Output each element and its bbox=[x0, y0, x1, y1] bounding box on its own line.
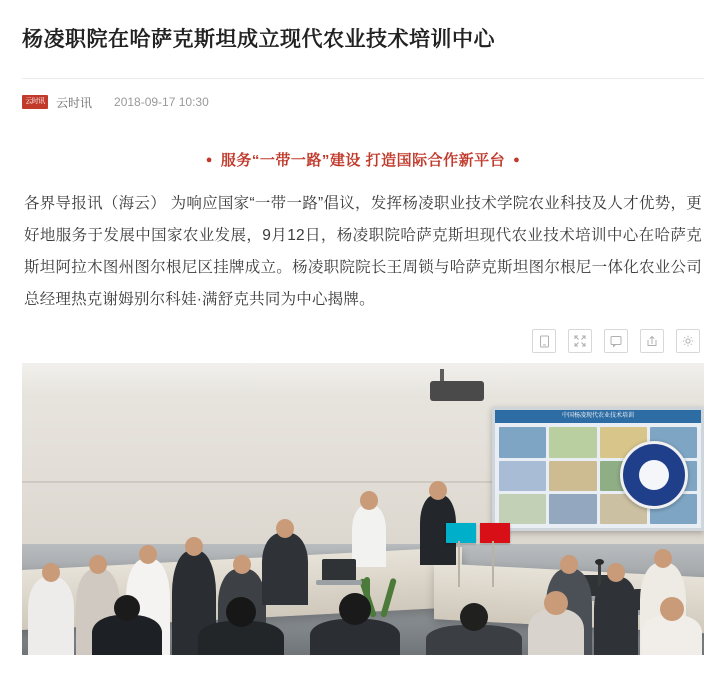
fullscreen-icon[interactable] bbox=[568, 329, 592, 353]
subheadline-text: 服务“一带一路”建设 打造国际合作新平台 bbox=[220, 152, 506, 170]
flower-stem bbox=[380, 578, 397, 618]
projector bbox=[430, 381, 484, 401]
seated-attendee bbox=[642, 615, 702, 655]
article-page bbox=[0, 26, 726, 674]
seated-attendee bbox=[594, 577, 638, 655]
person-head bbox=[560, 555, 578, 574]
screen-photo bbox=[549, 427, 596, 457]
person-head bbox=[339, 593, 371, 625]
person-head bbox=[233, 555, 251, 574]
photo-ceiling bbox=[22, 363, 704, 398]
foreground-attendee bbox=[198, 621, 284, 655]
person-head bbox=[185, 537, 203, 556]
share-icon[interactable] bbox=[640, 329, 664, 353]
foreground-attendee bbox=[426, 625, 522, 655]
publish-date: 2018-09-17 10:30 bbox=[114, 95, 209, 110]
person-head bbox=[660, 597, 684, 621]
screen-title: 中国杨凌现代农业技术培训 bbox=[495, 410, 701, 423]
kazakhstan-flag bbox=[446, 523, 476, 543]
university-emblem bbox=[620, 441, 688, 509]
screen-photo bbox=[549, 461, 596, 491]
source-logo: 云时讯 bbox=[22, 95, 48, 109]
flag-pole bbox=[458, 541, 460, 587]
source-name[interactable]: 云时讯 bbox=[56, 95, 93, 110]
comment-icon[interactable] bbox=[604, 329, 628, 353]
person-head bbox=[114, 595, 140, 621]
article-meta bbox=[22, 85, 704, 119]
title-divider bbox=[22, 78, 704, 79]
bullet-dot-right: ● bbox=[513, 154, 521, 167]
article-body: 各界导报讯（海云） 为响应国家“一带一路”倡议，发挥杨凌职业技术学院农业科技及人才优势，更好地服务于发展中国家农业发展，9月12日，杨凌职院哈萨克斯坦现代农业技术培训中心在哈萨克斯坦阿拉木图州图尔根尼区挂牌成立。杨凌职院院长王周锁与哈萨克斯坦图尔根尼一体化农业公司总经理热克谢姆别尔科娃·满舒克共同为中心揭牌。 bbox=[24, 195, 702, 308]
mobile-preview-icon[interactable] bbox=[532, 329, 556, 353]
person-head bbox=[360, 491, 378, 510]
article-photo bbox=[22, 363, 704, 655]
flag-pole bbox=[492, 541, 494, 587]
screen-photo bbox=[499, 494, 546, 524]
person-head bbox=[654, 549, 672, 568]
laptop bbox=[322, 559, 356, 581]
standing-attendee bbox=[352, 505, 386, 567]
subheadline bbox=[22, 149, 704, 170]
person-head bbox=[42, 563, 60, 582]
screen-photo bbox=[499, 427, 546, 457]
person-head bbox=[276, 519, 294, 538]
person-head bbox=[139, 545, 157, 564]
foreground-attendee bbox=[92, 615, 162, 655]
person-head bbox=[89, 555, 107, 574]
screen-photo bbox=[549, 494, 596, 524]
person-head bbox=[226, 597, 256, 627]
settings-icon[interactable] bbox=[676, 329, 700, 353]
person-head bbox=[429, 481, 447, 500]
seated-attendee bbox=[28, 577, 74, 655]
person-head bbox=[460, 603, 488, 631]
article-toolbar bbox=[22, 329, 700, 353]
seated-attendee bbox=[262, 533, 308, 605]
foreground-attendee bbox=[310, 619, 400, 655]
screen-photo bbox=[499, 461, 546, 491]
seated-attendee bbox=[528, 609, 584, 655]
person-head bbox=[544, 591, 568, 615]
china-flag bbox=[480, 523, 510, 543]
bullet-dot-left: ● bbox=[205, 154, 213, 167]
person-head bbox=[607, 563, 625, 582]
page-title: 杨凌职院在哈萨克斯坦成立现代农业技术培训中心 bbox=[22, 28, 495, 51]
